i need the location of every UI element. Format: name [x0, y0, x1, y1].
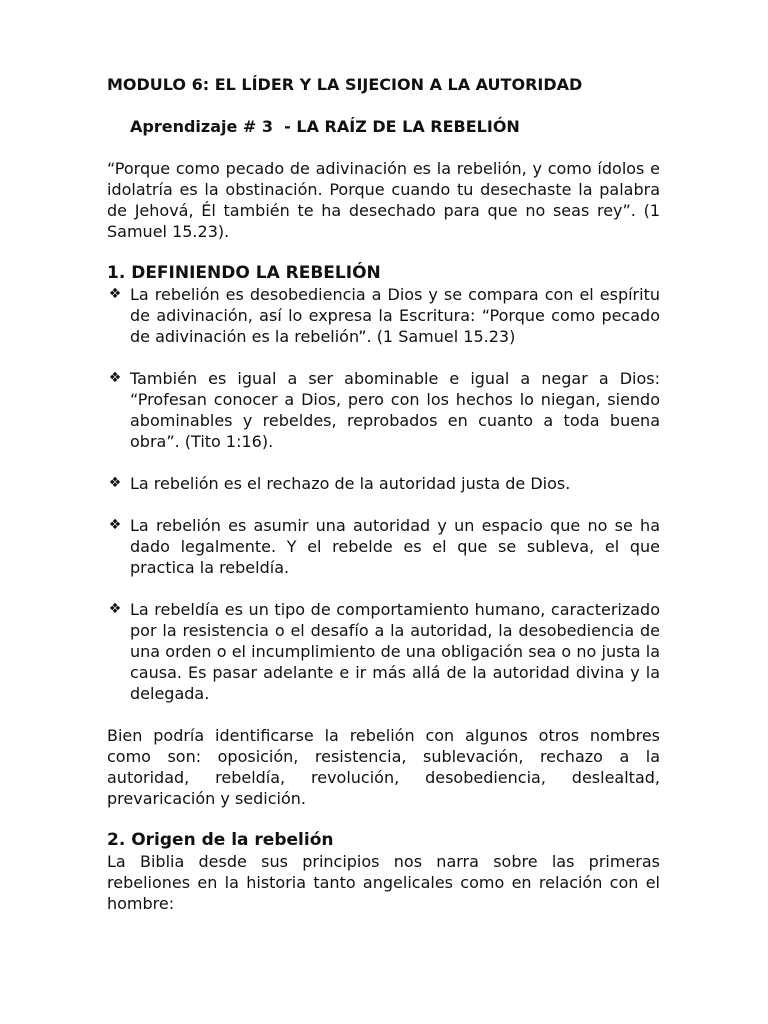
section-2-heading: 2. Origen de la rebelión [107, 830, 334, 850]
list-item-text: La rebelión es asumir una autoridad y un espacio que no se ha dado legalmente. Y el rebelde es el que se subleva, el que practica la rebeldía. [130, 516, 660, 577]
diamond-bullet-icon: ❖ [108, 517, 122, 533]
list-item-text: La rebeldía es un tipo de comportamiento humano, caracterizado por la resistencia o el desafío a la autoridad, la desobediencia de una orden o el incumplimiento de una obligación sea o no justa la causa. Es pasar adelante e ir más allá de la autoridad divina y la delegada. [130, 600, 660, 703]
diamond-bullet-icon: ❖ [108, 370, 122, 386]
section-1-heading: 1. DEFINIENDO LA REBELIÓN [107, 263, 381, 283]
list-item [107, 473, 660, 494]
module-title: MODULO 6: EL LÍDER Y LA SIJECION A LA AUTORIDAD [107, 75, 583, 94]
intro-quote: “Porque como pecado de adivinación es la rebelión, y como ídolos e idolatría es la obstinación. Porque cuando tu desechaste la palabra de Jehová, Él también te ha desechado para que no seas rey”. (1 Samuel 15.23). [107, 159, 660, 241]
diamond-bullet-icon: ❖ [108, 601, 122, 617]
diamond-bullet-icon: ❖ [108, 286, 122, 302]
list-item-text: La rebelión es el rechazo de la autoridad justa de Dios. [130, 474, 571, 493]
list-item [107, 284, 660, 347]
synonyms-paragraph: Bien podría identificarse la rebelión con algunos otros nombres como son: oposición, resistencia, sublevación, rechazo a la autoridad, rebeldía, revolución, desobediencia, deslealtad, prevaricación y sedición. [107, 726, 660, 808]
definition-list [107, 284, 660, 704]
diamond-bullet-icon: ❖ [108, 475, 122, 491]
list-item-text: La rebelión es desobediencia a Dios y se compara con el espíritu de adivinación, así lo expresa la Escritura: “Porque como pecado de adivinación es la rebelión”. (1 Samuel 15.23) [130, 285, 660, 346]
list-item-text: También es igual a ser abominable e igual a negar a Dios: “Profesan conocer a Dios, pero con los hechos lo niegan, siendo abominables y rebeldes, reprobados en cuanto a toda buena obra”. (Tito 1:16). [130, 369, 660, 451]
list-item [107, 368, 660, 452]
document-page [107, 74, 660, 914]
list-item [107, 515, 660, 578]
list-item [107, 599, 660, 704]
lesson-title: Aprendizaje # 3 - LA RAÍZ DE LA REBELIÓN [130, 117, 520, 136]
origin-paragraph: La Biblia desde sus principios nos narra sobre las primeras rebeliones en la historia tanto angelicales como en relación con el hombre: [107, 852, 660, 913]
